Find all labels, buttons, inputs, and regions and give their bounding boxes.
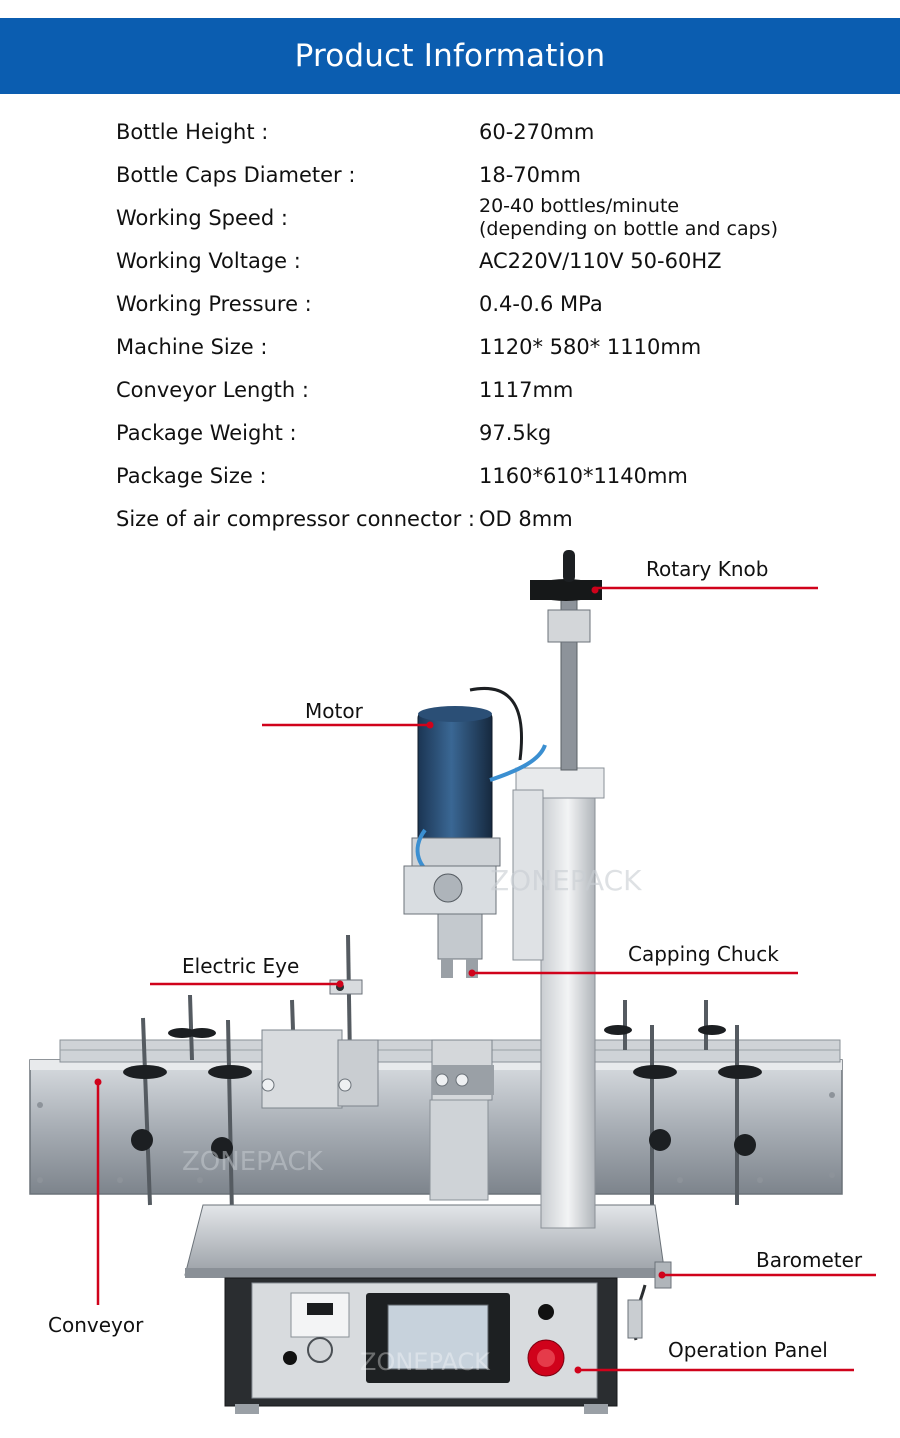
spec-row bbox=[0, 464, 900, 504]
spec-label: Bottle Height : bbox=[116, 120, 269, 144]
spec-row bbox=[0, 421, 900, 461]
spec-label: Working Voltage : bbox=[116, 249, 301, 273]
spec-label: Machine Size : bbox=[116, 335, 268, 359]
watermark: ZONEPACK bbox=[182, 1147, 323, 1177]
spec-value: 1160*610*1140mm bbox=[479, 464, 688, 488]
spec-value: 18-70mm bbox=[479, 163, 581, 187]
spec-value: 0.4-0.6 MPa bbox=[479, 292, 603, 316]
callout-rotary-knob: Rotary Knob bbox=[646, 557, 769, 581]
spec-label: Working Pressure : bbox=[116, 292, 312, 316]
spec-value: OD 8mm bbox=[479, 507, 573, 531]
spec-row bbox=[0, 335, 900, 375]
spec-value: AC220V/110V 50-60HZ bbox=[479, 249, 722, 273]
header-banner bbox=[0, 18, 900, 94]
callout-motor: Motor bbox=[305, 699, 363, 723]
spec-label: Package Size : bbox=[116, 464, 267, 488]
spec-label: Package Weight : bbox=[116, 421, 297, 445]
spec-value: 1117mm bbox=[479, 378, 574, 402]
callout-conveyor: Conveyor bbox=[48, 1313, 144, 1337]
spec-value: 60-270mm bbox=[479, 120, 595, 144]
spec-row bbox=[0, 292, 900, 332]
spec-row bbox=[0, 163, 900, 203]
callout-barometer: Barometer bbox=[756, 1248, 863, 1272]
callout-capping-chuck: Capping Chuck bbox=[628, 942, 779, 966]
callout-electric-eye: Electric Eye bbox=[182, 954, 300, 978]
capping-machine-illustration bbox=[0, 540, 900, 1438]
callout-operation-panel: Operation Panel bbox=[668, 1338, 828, 1362]
electric-eye-sensor bbox=[330, 980, 362, 994]
spec-label: Bottle Caps Diameter : bbox=[116, 163, 356, 187]
spec-row bbox=[0, 249, 900, 289]
spec-value: 20-40 bottles/minute bbox=[479, 195, 680, 217]
spec-row bbox=[0, 378, 900, 418]
spec-value: 1120* 580* 1110mm bbox=[479, 335, 702, 359]
spec-row bbox=[0, 120, 900, 160]
spec-label: Conveyor Length : bbox=[116, 378, 309, 402]
spec-row bbox=[0, 195, 900, 246]
rotary-knob bbox=[530, 550, 602, 770]
spec-label: Working Speed : bbox=[116, 206, 288, 230]
watermark: ZONEPACK bbox=[360, 1348, 490, 1376]
watermark: ZONEPACK bbox=[490, 864, 642, 897]
spec-value: 97.5kg bbox=[479, 421, 552, 445]
capping-head bbox=[404, 866, 496, 978]
spec-value-line2: (depending on bottle and caps) bbox=[479, 218, 778, 240]
page-title: Product Information bbox=[294, 38, 606, 74]
spec-label: Size of air compressor connector : bbox=[116, 507, 475, 531]
